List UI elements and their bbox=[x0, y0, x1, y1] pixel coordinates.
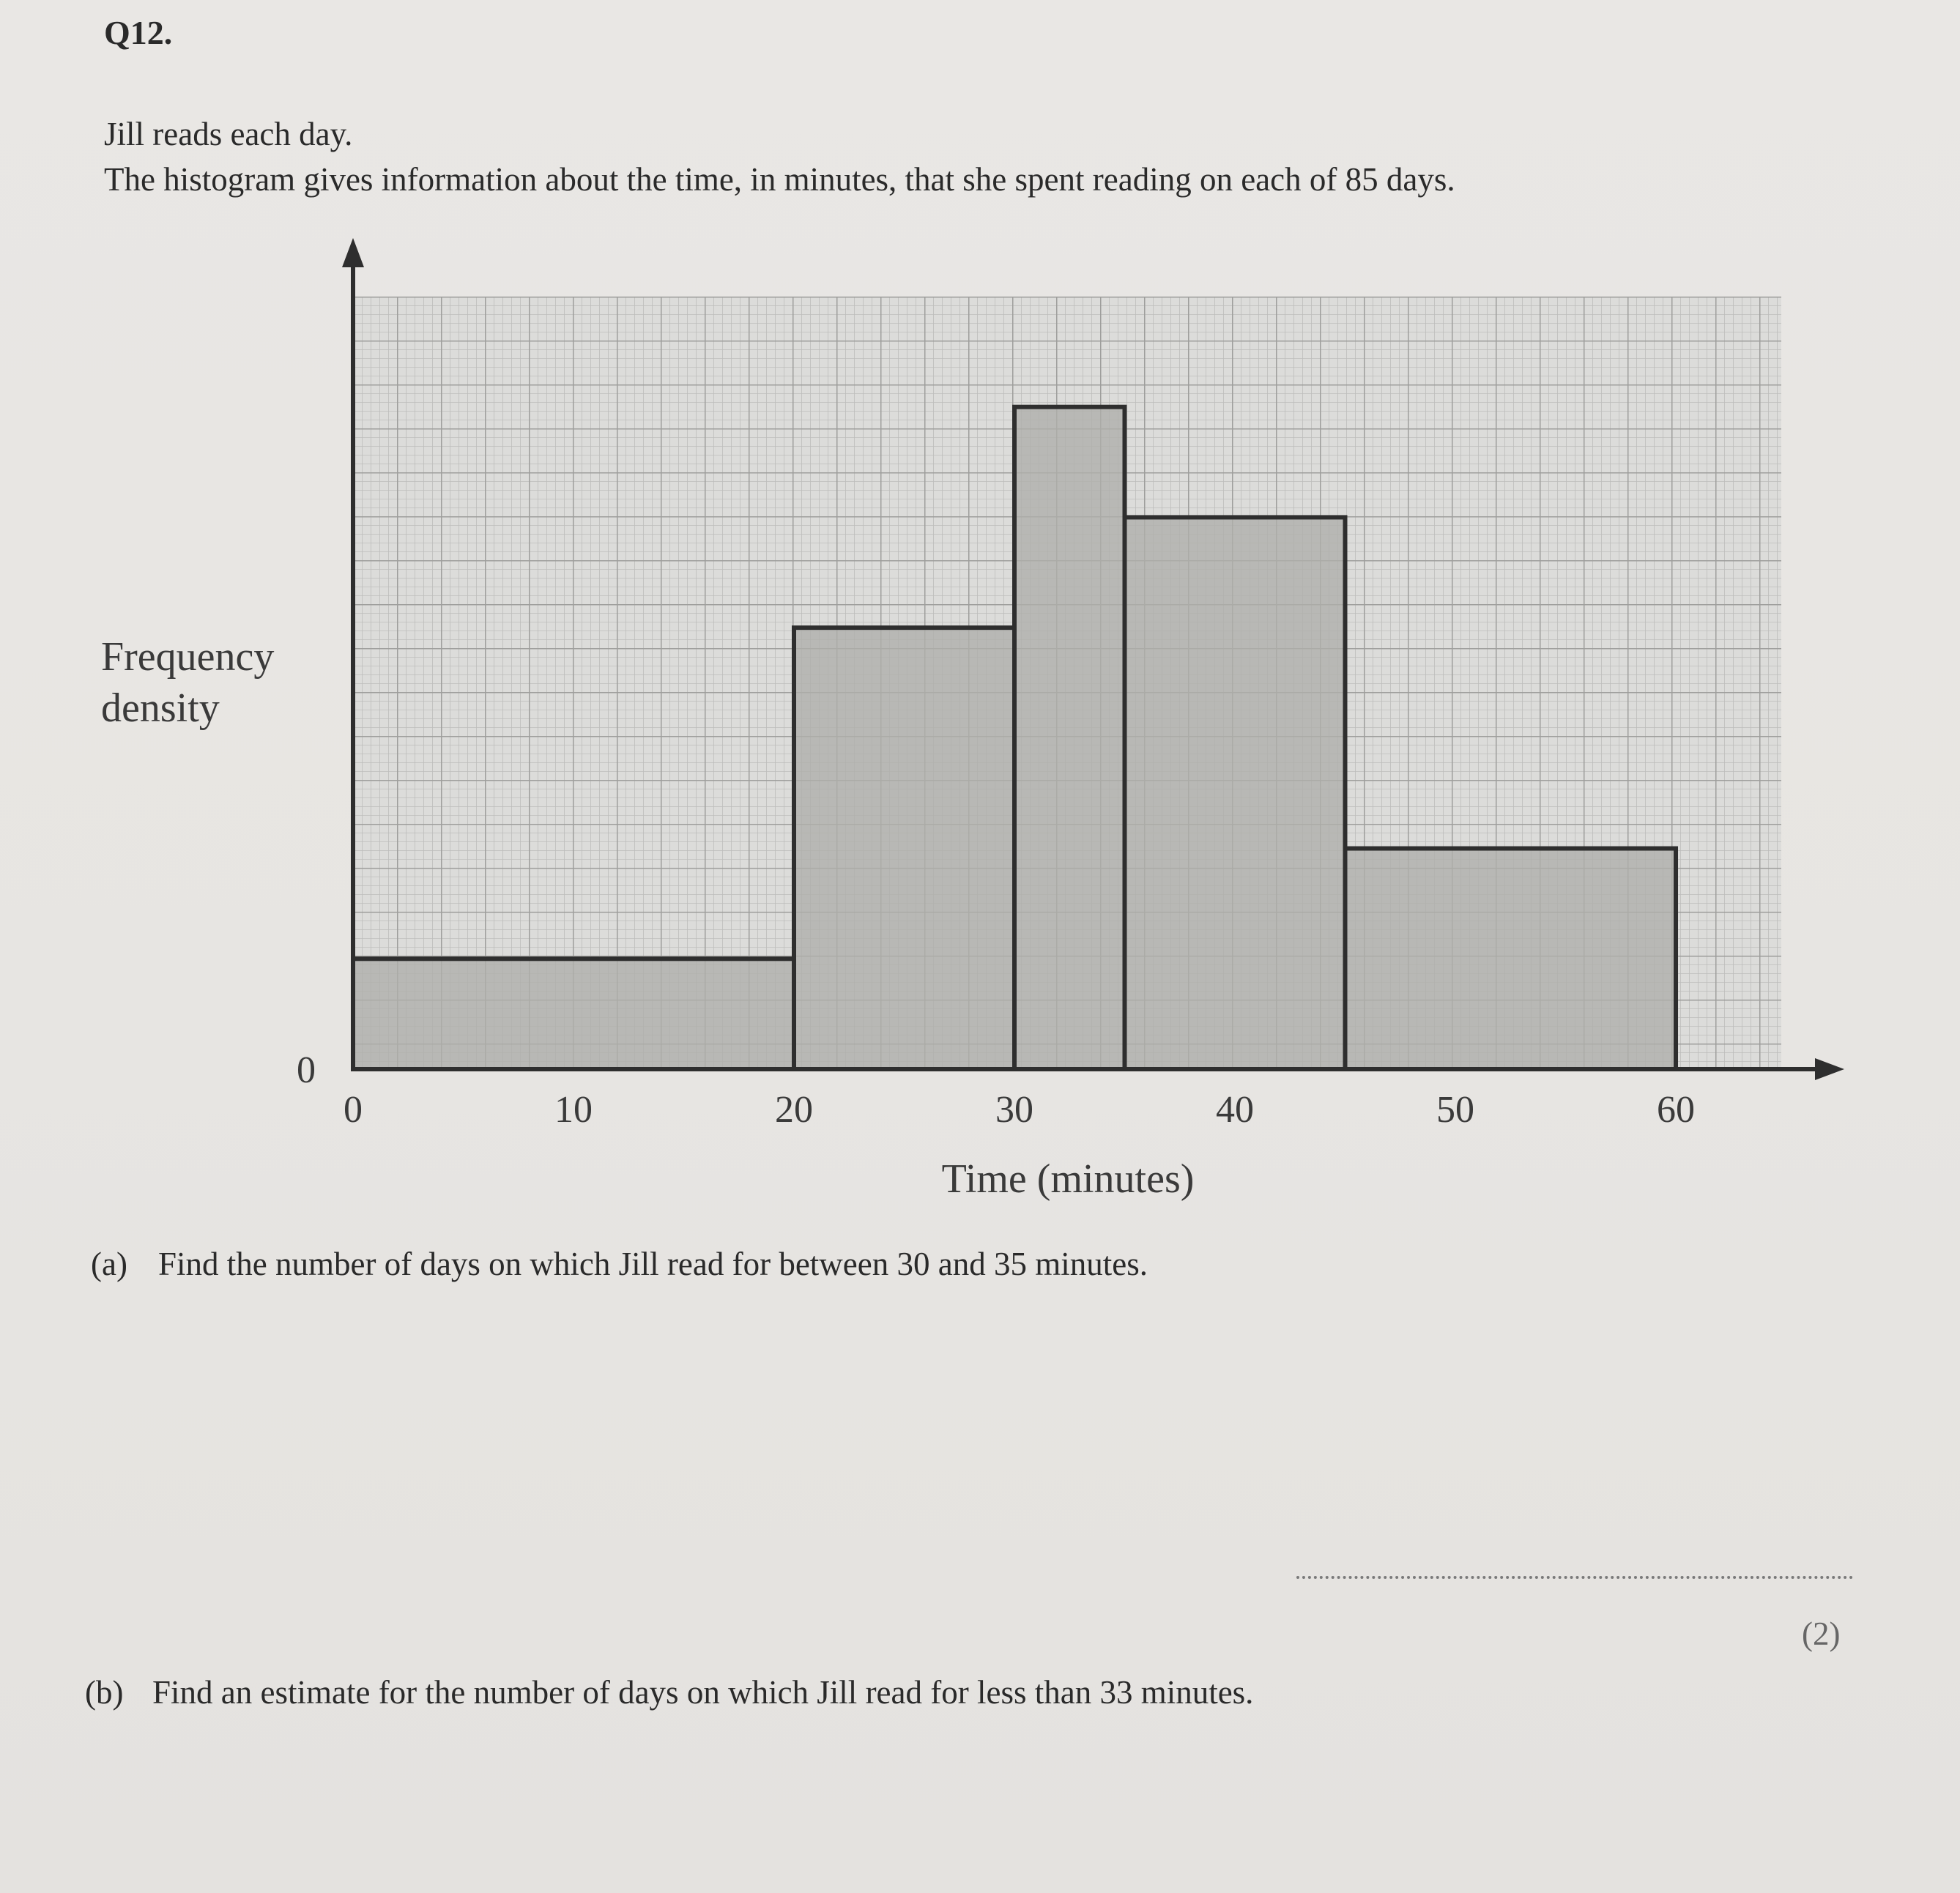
part-a-letter: (a) bbox=[91, 1246, 127, 1282]
histogram-bar-45-60 bbox=[1345, 849, 1677, 1069]
intro-line-2: The histogram gives information about the time, in minutes, that she spent reading on each of 85 days. bbox=[104, 161, 1455, 198]
histogram-bar-0-20 bbox=[353, 959, 794, 1069]
x-axis-arrowhead bbox=[1815, 1058, 1844, 1080]
part-b bbox=[85, 1673, 1253, 1711]
x-tick-label-20: 20 bbox=[775, 1089, 813, 1131]
y-axis-label-line-2: density bbox=[101, 685, 220, 731]
x-tick-label-30: 30 bbox=[995, 1089, 1033, 1131]
histogram-bar-20-30 bbox=[794, 628, 1014, 1069]
x-axis-label: Time (minutes) bbox=[941, 1156, 1195, 1202]
marks-a: (2) bbox=[1802, 1615, 1841, 1652]
x-tick-label-0: 0 bbox=[344, 1089, 363, 1131]
histogram-bar-30-35 bbox=[1014, 407, 1125, 1069]
intro-line-1: Jill reads each day. bbox=[104, 116, 353, 152]
chart-labels bbox=[297, 1049, 1695, 1202]
y-axis-label-line-1: Frequency bbox=[101, 634, 275, 680]
part-a-text: Find the number of days on which Jill read for between 30 and 35 minutes. bbox=[158, 1246, 1148, 1282]
part-b-text: Find an estimate for the number of days on which Jill read for less than 33 minutes. bbox=[152, 1674, 1254, 1711]
part-b-letter: (b) bbox=[85, 1674, 124, 1711]
answer-line-a[interactable] bbox=[1296, 1576, 1853, 1579]
x-tick-label-50: 50 bbox=[1436, 1089, 1474, 1131]
part-a bbox=[91, 1245, 1148, 1283]
y-zero-label: 0 bbox=[297, 1049, 316, 1091]
x-tick-label-40: 40 bbox=[1216, 1089, 1254, 1131]
x-tick-label-10: 10 bbox=[554, 1089, 593, 1131]
x-tick-label-60: 60 bbox=[1657, 1089, 1695, 1131]
question-number: Q12. bbox=[104, 14, 173, 51]
histogram-bar-35-45 bbox=[1125, 517, 1345, 1069]
y-axis-arrowhead bbox=[342, 238, 364, 267]
